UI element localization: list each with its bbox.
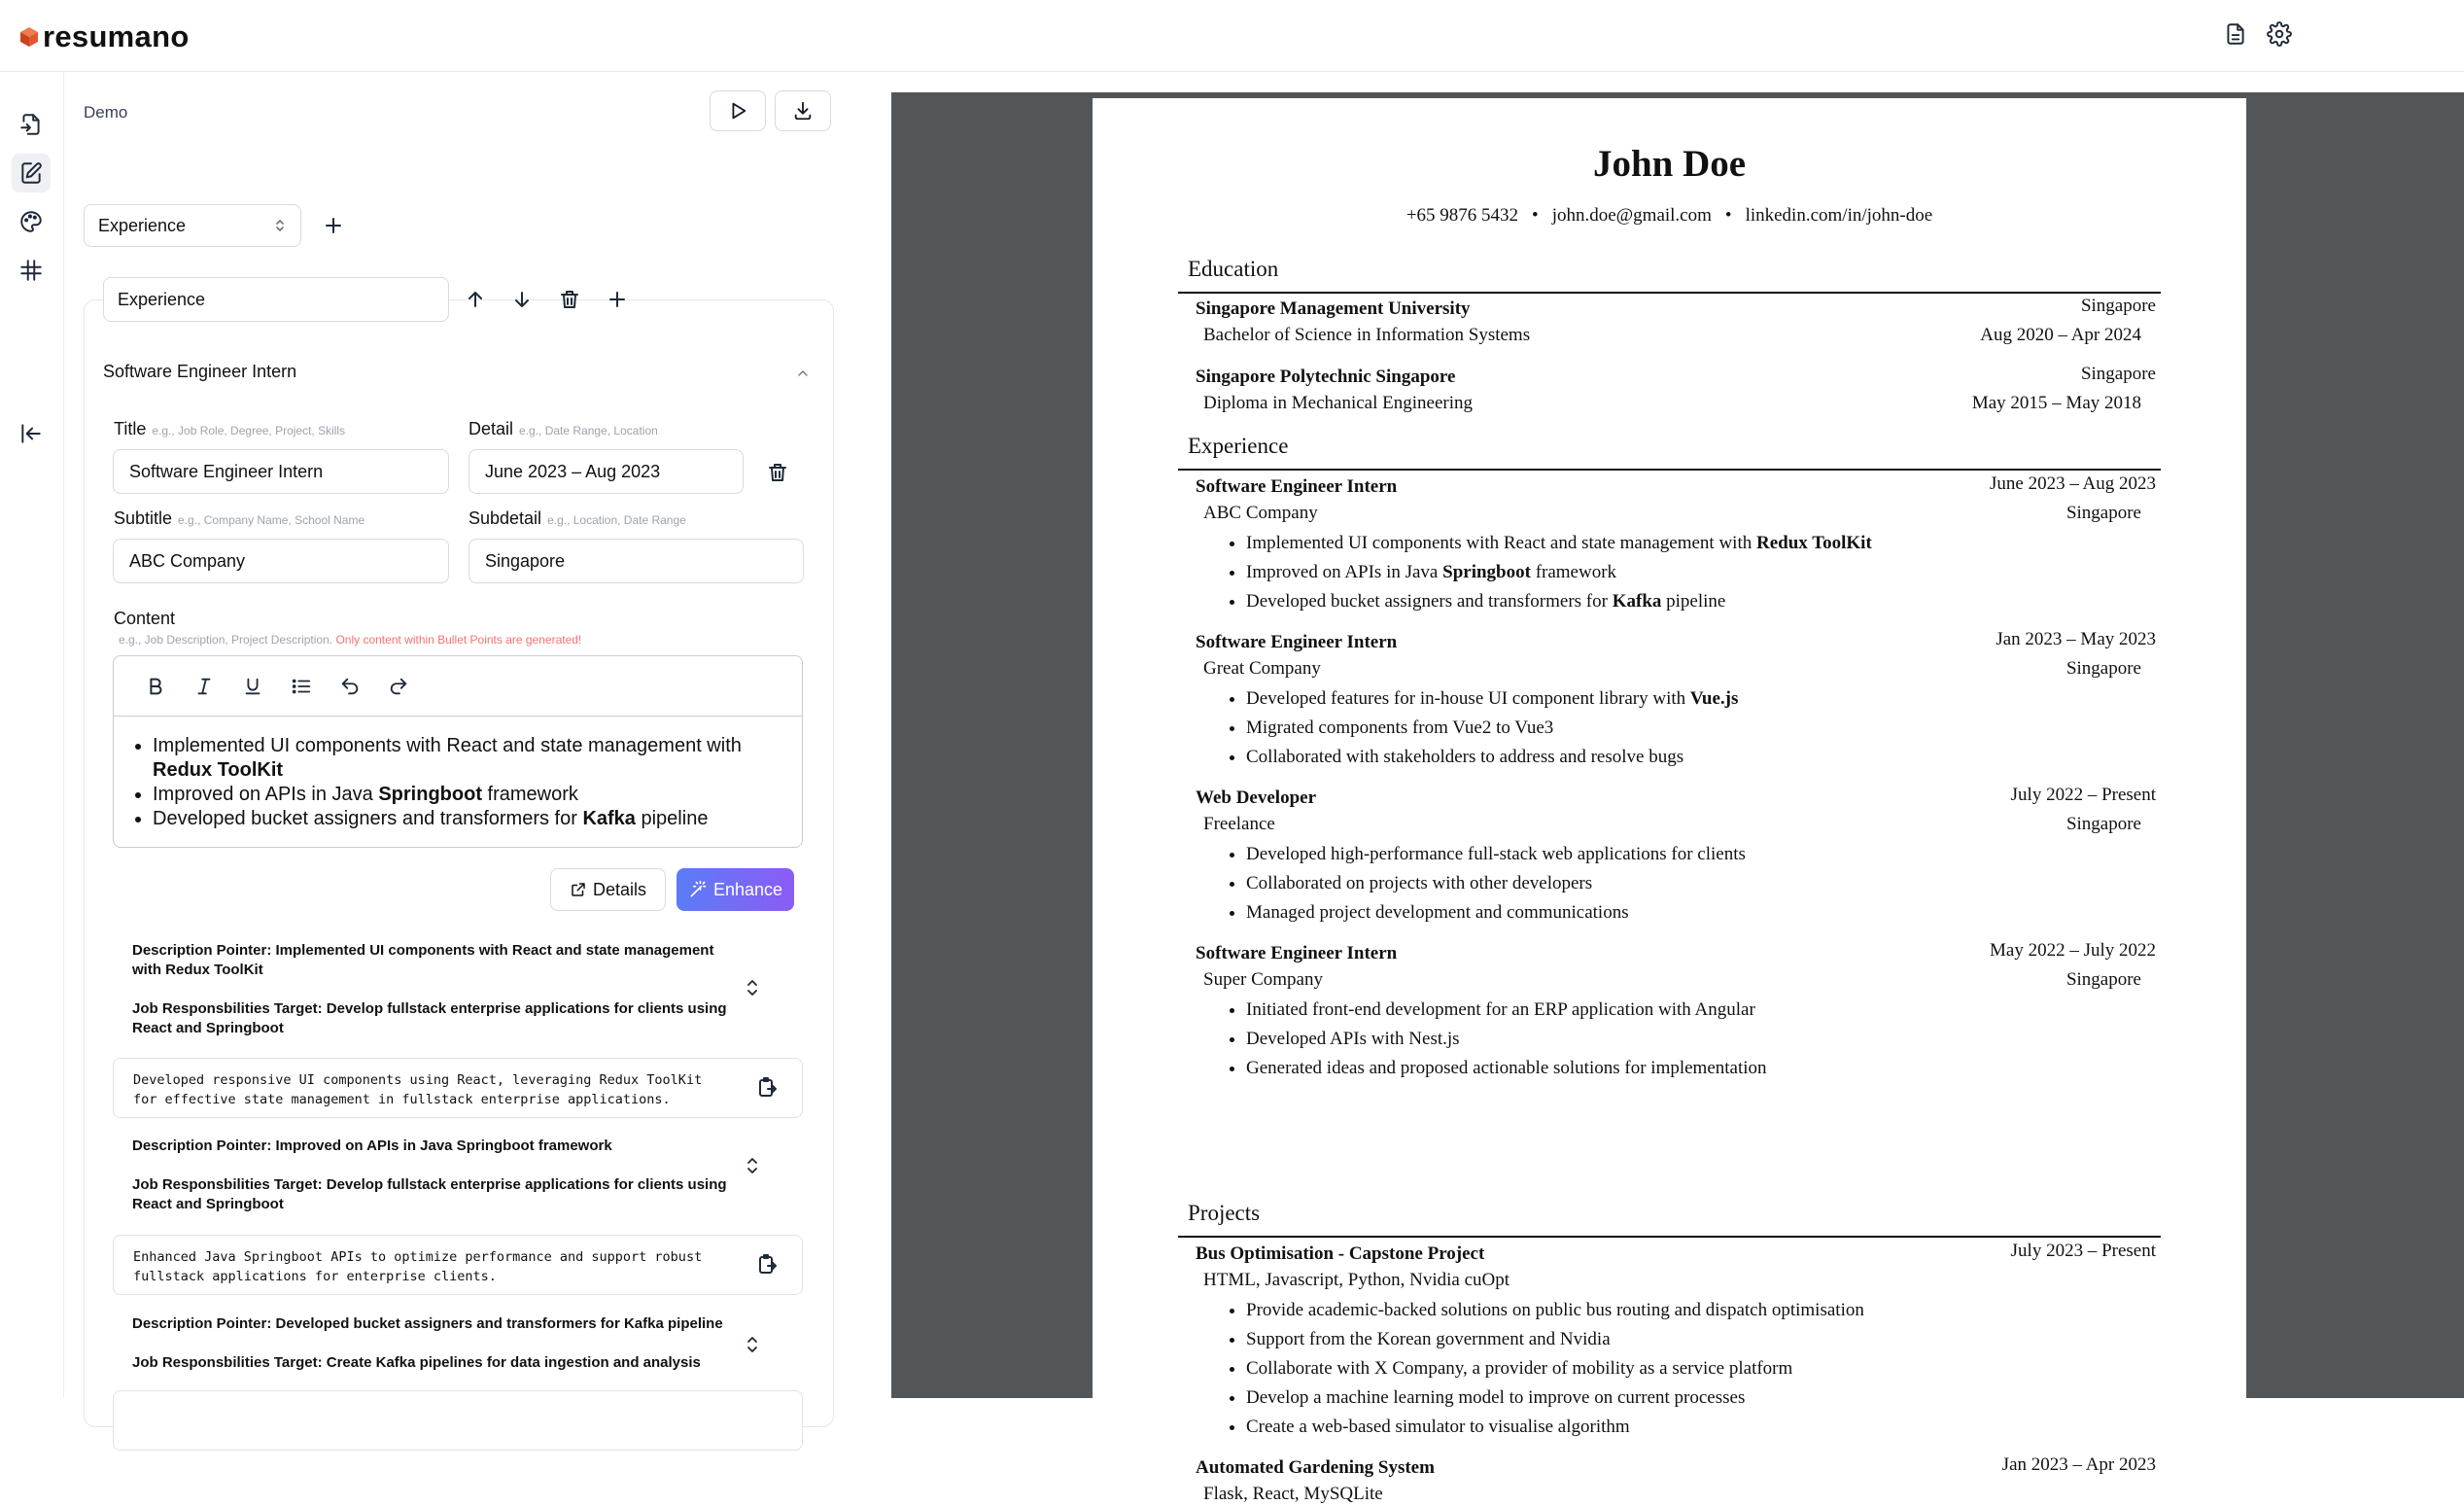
subdetail-input-value: Singapore — [485, 550, 566, 571]
entry-bullet: • Support from the Korean government and Nvidia — [1246, 1325, 2082, 1354]
chevron-up-down-icon — [743, 1334, 762, 1355]
chevron-up-down-icon — [743, 1155, 762, 1176]
item-accordion-title[interactable]: Software Engineer Intern — [103, 362, 297, 381]
file-import-icon — [18, 112, 44, 137]
entry-bullets — [1246, 529, 2082, 616]
title-label-text: Title — [114, 419, 147, 438]
undo-button[interactable] — [335, 672, 364, 701]
section-divider — [1178, 1236, 2161, 1238]
content-hint — [119, 633, 581, 647]
plus-icon — [322, 214, 345, 237]
section-name-input[interactable] — [103, 277, 449, 322]
rte-toolbar — [114, 656, 802, 717]
entry-right-detail: May 2022 – July 2022 — [1990, 940, 2156, 961]
subtitle-input-value: ABC Company — [129, 550, 246, 571]
bullet-bold-text: Redux ToolKit — [1756, 533, 1872, 553]
italic-icon — [193, 676, 215, 697]
suggestion-result-text: Enhanced Java Springboot APIs to optimize performance and support robust fullstack applications for enterprise clients. — [133, 1249, 703, 1284]
entry-subtitle: Great Company — [1203, 658, 1321, 679]
collapse-left-icon — [18, 421, 44, 446]
rail-layout-button[interactable] — [12, 251, 51, 290]
resume-contact: +65 9876 5432 • john.doe@gmail.com • linkedin.com/in/john-doe — [1406, 205, 1933, 226]
title-input-value: Software Engineer Intern — [129, 461, 324, 481]
entry-title: Software Engineer Intern — [1196, 632, 1398, 652]
resume-preview — [891, 92, 2464, 1504]
entry-right-detail: July 2023 – Present — [2010, 1241, 2156, 1261]
section-select[interactable] — [84, 204, 301, 247]
content-hint-text: e.g., Job Description, Project Description. — [119, 633, 333, 647]
document-icon[interactable] — [2223, 21, 2252, 51]
subdetail-label-text: Subdetail — [469, 508, 542, 528]
section-divider — [1178, 292, 2161, 294]
entry-subtitle: Super Company — [1203, 969, 1323, 990]
rail-theme-button[interactable] — [12, 202, 51, 241]
entry-title: Software Engineer Intern — [1196, 476, 1398, 497]
entry-subtitle: Diploma in Mechanical Engineering — [1203, 393, 1473, 413]
entry-bullet: • Migrated components from Vue2 to Vue3 — [1246, 714, 2082, 743]
suggestion-result — [113, 1058, 803, 1118]
add-item-button[interactable] — [604, 286, 631, 313]
entry-right-detail: Jan 2023 – Apr 2023 — [2001, 1454, 2156, 1475]
external-link-icon — [570, 881, 587, 898]
chevron-up-icon — [795, 366, 811, 381]
suggestion-toggle[interactable] — [743, 1155, 766, 1178]
logo-cube-icon — [19, 26, 39, 48]
arrow-up-icon — [464, 288, 487, 311]
delete-section-button[interactable] — [556, 286, 583, 313]
rte-bullet: • Developed bucket assigners and transformers for Kafka pipeline — [153, 807, 784, 831]
entry-right-detail: June 2023 – Aug 2023 — [1990, 473, 2156, 494]
entry-bullet: • Developed high-performance full-stack web applications for clients — [1246, 840, 2082, 869]
bullet-bold-text: Redux ToolKit — [153, 759, 284, 781]
italic-button[interactable] — [190, 672, 219, 701]
entry-bullets — [1246, 996, 2082, 1083]
entry-bullet: • Generated ideas and proposed actionable solutions for implementation — [1246, 1054, 2082, 1083]
bullet-bold-text: Vue.js — [1689, 688, 1739, 709]
download-icon — [792, 100, 814, 122]
entry-bullets — [1246, 840, 2082, 928]
magic-wand-icon — [688, 880, 708, 899]
entry-bullets — [1246, 1296, 2082, 1442]
entry-bullets — [1246, 684, 2082, 772]
entry-right-detail: Singapore — [2080, 296, 2156, 316]
entry-bullet: • Managed project development and communications — [1246, 898, 2082, 928]
suggestion-toggle[interactable] — [743, 977, 766, 1000]
arrow-down-icon — [510, 288, 534, 311]
entry-bullet: • Developed features for in-house UI component library with Vue.js — [1246, 684, 2082, 714]
resume-page — [1093, 98, 2246, 1504]
plus-icon — [606, 288, 629, 311]
entry-bullet: • Implemented UI components with React and state management with Redux ToolKit — [1246, 529, 2082, 558]
delete-item-button[interactable] — [764, 459, 791, 486]
play-icon — [727, 100, 748, 122]
bullet-bold-text: Kafka — [1612, 591, 1662, 612]
entry-bullet: • Developed APIs with Nest.js — [1246, 1025, 2082, 1054]
palette-icon — [18, 209, 44, 234]
download-button[interactable] — [775, 90, 831, 131]
move-down-button[interactable] — [508, 286, 536, 313]
rail-collapse-button[interactable] — [12, 414, 51, 453]
resume-name: John Doe — [1592, 143, 1747, 185]
suggestion-target: Job Responsbilities Target: Develop fullstack enterprise applications for clients using React and Springboot — [132, 1000, 727, 1036]
subtitle-label — [114, 508, 364, 529]
collapse-item-button[interactable] — [789, 360, 816, 387]
subdetail-label — [469, 508, 686, 529]
trash-icon — [558, 288, 581, 311]
app-header — [0, 0, 2464, 72]
bullet-bold-text: Springboot — [1442, 562, 1531, 582]
app-name: resumano — [43, 19, 190, 53]
detail-input-value: June 2023 – Aug 2023 — [485, 461, 661, 481]
play-button[interactable] — [710, 90, 766, 131]
resume-email: john.doe@gmail.com — [1551, 205, 1712, 226]
redo-icon — [388, 676, 409, 697]
enhance-button[interactable] — [677, 868, 794, 911]
undo-icon — [339, 676, 361, 697]
entry-right-subdetail: Singapore — [2065, 658, 2141, 679]
entry-title: Web Developer — [1196, 788, 1317, 808]
left-rail — [0, 72, 64, 1398]
logo[interactable] — [19, 19, 190, 54]
entry-subtitle: Freelance — [1203, 814, 1275, 834]
entry-right-detail: July 2022 – Present — [2010, 785, 2156, 805]
move-up-button[interactable] — [462, 286, 489, 313]
resume-phone: +65 9876 5432 — [1406, 205, 1519, 226]
suggestion-pointer: Description Pointer: Implemented UI components with React and state management with Redux ToolKit — [132, 942, 714, 978]
subdetail-hint: e.g., Location, Date Range — [547, 513, 686, 527]
clipboard-copy-icon — [755, 1253, 779, 1277]
entry-bullet: • Initiated front-end development for an ERP application with Angular — [1246, 996, 2082, 1025]
redo-button[interactable] — [384, 672, 413, 701]
entry-bullet: • Improved on APIs in Java Springboot framework — [1246, 558, 2082, 587]
trash-icon — [766, 461, 789, 484]
entry-bullet: • Collaborated on projects with other developers — [1246, 869, 2082, 898]
bold-icon — [145, 676, 166, 697]
entry-bullet: • Develop a machine learning model to improve on current processes — [1246, 1383, 2082, 1413]
entry-subtitle: ABC Company — [1203, 503, 1318, 523]
entry-bullet: • Provide academic-backed solutions on public bus routing and dispatch optimisation — [1246, 1296, 2082, 1325]
suggestion-pointer: Description Pointer: Improved on APIs in Java Springboot framework — [132, 1138, 612, 1154]
settings-gear-icon[interactable] — [2267, 21, 2296, 51]
enhance-button-label: Enhance — [712, 879, 783, 899]
edit-document-icon — [18, 160, 44, 186]
add-section-button[interactable] — [320, 212, 347, 239]
section-select-value: Experience — [98, 215, 187, 235]
bullet-bold-text: Kafka — [582, 808, 636, 829]
entry-right-subdetail: Singapore — [2065, 503, 2141, 523]
list-icon — [291, 676, 312, 697]
suggestion-result — [113, 1235, 803, 1295]
entry-bullet: • Developed bucket assigners and transformers for Kafka pipeline — [1246, 587, 2082, 616]
copy-suggestion-button[interactable] — [755, 1076, 781, 1102]
suggestion-pointer: Description Pointer: Developed bucket assigners and transformers for Kafka pipeline — [132, 1315, 723, 1332]
entry-bullet: • Collaborated with stakeholders to address and resolve bugs — [1246, 743, 2082, 772]
entry-bullet: • Collaborate with X Company, a provider of mobility as a service platform — [1246, 1354, 2082, 1383]
entry-right-subdetail: May 2015 – May 2018 — [1971, 393, 2141, 413]
subtitle-input[interactable] — [113, 539, 449, 583]
entry-right-detail: Singapore — [2080, 364, 2156, 384]
hash-grid-icon — [18, 258, 44, 283]
entry-right-subdetail: Aug 2020 – Apr 2024 — [1980, 325, 2141, 345]
bold-button[interactable] — [141, 672, 170, 701]
entry-right-subdetail: Singapore — [2065, 814, 2141, 834]
resume-section-heading: Education — [1188, 257, 1279, 281]
title-label — [114, 419, 345, 439]
suggestion-result-text: Developed responsive UI components using React, leveraging Redux ToolKit for effective state management in fullstack enterprise applications. — [133, 1072, 703, 1107]
underline-button[interactable] — [238, 672, 267, 701]
copy-suggestion-button[interactable] — [755, 1253, 781, 1278]
editor-panel — [64, 72, 876, 1398]
resume-section-heading: Projects — [1188, 1201, 1261, 1225]
section-name-value: Experience — [118, 289, 206, 309]
bullet-list-button[interactable] — [287, 672, 316, 701]
entry-bullet: • Create a web-based simulator to visualise algorithm — [1246, 1413, 2082, 1442]
rte-bullet: • Improved on APIs in Java Springboot framework — [153, 783, 784, 807]
subtitle-hint: e.g., Company Name, School Name — [178, 513, 365, 527]
entry-title: Automated Gardening System — [1196, 1457, 1435, 1478]
section-divider — [1178, 469, 2161, 471]
entry-subtitle: Flask, React, MySQLite — [1203, 1484, 1383, 1504]
subdetail-input[interactable] — [469, 539, 804, 583]
rich-text-editor[interactable] — [113, 655, 803, 848]
subtitle-label-text: Subtitle — [114, 508, 173, 528]
detail-label — [469, 419, 658, 439]
detail-hint: e.g., Date Range, Location — [519, 424, 658, 438]
suggestion-result — [113, 1390, 803, 1451]
detail-input[interactable] — [469, 449, 744, 494]
chevron-up-down-icon — [273, 217, 287, 234]
entry-title: Singapore Management University — [1196, 298, 1471, 319]
entry-title: Singapore Polytechnic Singapore — [1196, 367, 1456, 387]
document-name[interactable]: Demo — [84, 103, 128, 122]
rail-edit-button[interactable] — [12, 154, 51, 192]
entry-right-detail: Jan 2023 – May 2023 — [1995, 629, 2156, 649]
details-button[interactable] — [550, 868, 666, 911]
content-warning: Only content within Bullet Points are generated! — [335, 633, 582, 647]
entry-right-subdetail: Singapore — [2065, 969, 2141, 990]
detail-label-text: Detail — [469, 419, 514, 438]
suggestion-target: Job Responsbilities Target: Develop fullstack enterprise applications for clients using React and Springboot — [132, 1176, 727, 1212]
rte-bullet: • Implemented UI components with React and state management with Redux ToolKit — [153, 734, 784, 783]
chevron-up-down-icon — [743, 977, 762, 998]
entry-title: Software Engineer Intern — [1196, 943, 1398, 963]
entry-title: Bus Optimisation - Capstone Project — [1196, 1243, 1485, 1264]
content-label: Content — [114, 609, 176, 628]
details-button-label: Details — [592, 879, 647, 899]
rail-file-import-button[interactable] — [12, 105, 51, 144]
suggestion-target: Job Responsbilities Target: Create Kafka pipelines for data ingestion and analysis — [132, 1354, 701, 1371]
clipboard-copy-icon — [755, 1076, 779, 1100]
underline-icon — [242, 676, 263, 697]
bullet-bold-text: Springboot — [378, 784, 482, 805]
rte-content[interactable] — [153, 734, 784, 831]
resume-linkedin: linkedin.com/in/john-doe — [1745, 205, 1933, 226]
title-hint: e.g., Job Role, Degree, Project, Skills — [152, 424, 346, 438]
entry-subtitle: HTML, Javascript, Python, Nvidia cuOpt — [1203, 1270, 1510, 1290]
title-input[interactable] — [113, 449, 449, 494]
suggestion-toggle[interactable] — [743, 1334, 766, 1357]
resume-section-heading: Experience — [1188, 434, 1289, 458]
entry-subtitle: Bachelor of Science in Information Systems — [1203, 325, 1531, 345]
